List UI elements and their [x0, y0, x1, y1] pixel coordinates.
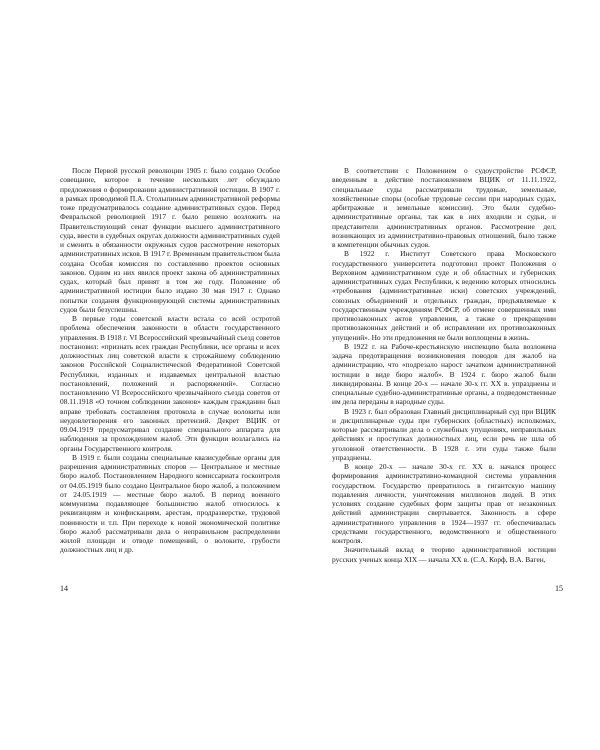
right-paragraph: В 1922 г. на Рабоче-крестьянскую инспекцию была возложена задача предотвращения возникновения поводов для жалоб на администрацию, что «подрезало нарост зачатком административной юстиции в виде бюро жалоб». В 1924 г. бюро жалоб были ликвидированы. В конце 20-х — начале 30-х гг. XX в. упразднены и специальные судебно-административные органы, а подведомственные им дела переданы в народные суды. [332, 341, 556, 407]
right-paragraph: В 1923 г. был образован Главный дисциплинарный суд при ВЦИК и дисциплинарные суды при губернских (областных) исполкомах, которые рассматривали дела о служебных упущениях, неправильных действиях и проступках должностных лиц, если речь не шла об уголовной ответственности. В 1928 г. эти суды также были упразднены. [332, 406, 556, 462]
left-page-number: 14 [60, 584, 68, 593]
left-text-column [60, 166, 280, 555]
right-paragraph: В 1922 г. Институт Советского права Московского государственного университета подготовил проект Положения о Верховном административном суде и об областных и губернских административных судах Республики, к ведению которых относились «требования (административные иски) советских учреждений, союзных объединений и отдельных граждан, предъявляемые к государственным учреждениям РСФСР, об отмене совершенных ими противозаконных актов управления, а также о прекращении противозаконных действий и об исправлении их противозаконных упущений». Но эти предложения не были воплощены в жизнь. [332, 249, 556, 342]
left-paragraph: В первые годы советской власти встала со всей остротой проблема обеспечения законности в области государственного управления. В 1918 г. VI Всероссийский чрезвычайный съезд советов постановил: «признать всех граждан Республики, все органы и всех должностных лиц советской власти к строжайшему соблюдению законов Российской Социалистической Федеративной Советской Республики, изданных и издаваемых центральной властью постановлений, положений и распоряжений». Согласно постановлению VI Всероссийского чрезвычайного съезда советов от 08.11.1918 «О точном соблюдении законов» каждым гражданин был вправе требовать составления протокола в случае волокиты или неудовлетворения его законных претензий. Декрет ВЦИК от 09.04.1919 предусматривал создание специального аппарата для наблюдения за прохождением жалоб. Эти функции возлагались на органы Государственного контроля. [60, 314, 280, 453]
left-paragraph: После Первой русской революции 1905 г. было создано Особое совещание, которое в течение нескольких лет обсуждало предложения о формировании административной юстиции. В 1907 г. в рамках проводимой П.А. Столыпиным административной реформы тоже предусматривалось создание административных судов. Перед Февральской революцией 1917 г. было решено возложить на Правительствующий сенат функции высшего административного суда, ввести в судебных округах должности административных судей и сменить в обязанности окружных судов рассмотрение некоторых административных исков. В 1917 г. Временным правительством была создана Особая комиссия по составлению проектов основных законов. Одним из них явился проект закона об административных судах, который был принят в том же году. Положение об административной юстиции было издано 30 мая 1917 г. Однако попытки создания функционирующей системы административных судов были безуспешны. [60, 166, 280, 314]
right-page-number: 15 [555, 584, 563, 593]
left-paragraph: В 1919 г. были созданы специальные квазисудебные органы для разрешения административных споров — Центральное и местные бюро жалоб. Постановлением Народного комиссариата госконтроля от 04.05.1919 было создано Центральное бюро жалоб, а положением от 24.05.1919 — местные бюро жалоб. В период военного коммунизма подавляющее большинство жалоб относилось к реквизициям и конфискациям, арестам, продразверстке, трудовой повинности и т.п. При переходе к новой экономической политике бюро жалоб рассматривали дела о неправильном распределении жилой площади и отводе помещений, о волоките, грубости должностных лиц и др. [60, 452, 280, 555]
right-paragraph: Значительный вклад в теорию административной юстиции русских ученых конца XIX — начала XX в. (С.А. Корф, В.А. Ваген, [332, 545, 556, 564]
right-text-column [332, 166, 556, 564]
right-paragraph: В конце 20-х — начале 30-х гг. XX в. начался процесс формирования административно-командной системы управления государством. Государство превратилось в гигантскую машину подавления личности, уничтожения миллионов людей. В этих условиях создание судебных форм защиты прав от незаконных действий администрации свертывается. Законность в сфере административного управления в 1924—1937 гг. обеспечивалась средствами государственного, ведомственного и общественного контроля. [332, 462, 556, 545]
right-page [300, 0, 600, 750]
right-paragraph: В соответствии с Положением о судоустройстве РСФСР, введенным в действие постановлением ВЦИК от 11.11.1922, специальные суды рассматривали трудовые, земельные, хозяйственные споры (особые трудовые сессии при народных судах, арбитражные и земельные комиссии). Это были судебно-административные органы, так как в них входили и судьи, и представители административных органов. Рассмотрение дел, возникающих из административно-правовых отношений, было также в компетенции обычных судов. [332, 166, 556, 249]
